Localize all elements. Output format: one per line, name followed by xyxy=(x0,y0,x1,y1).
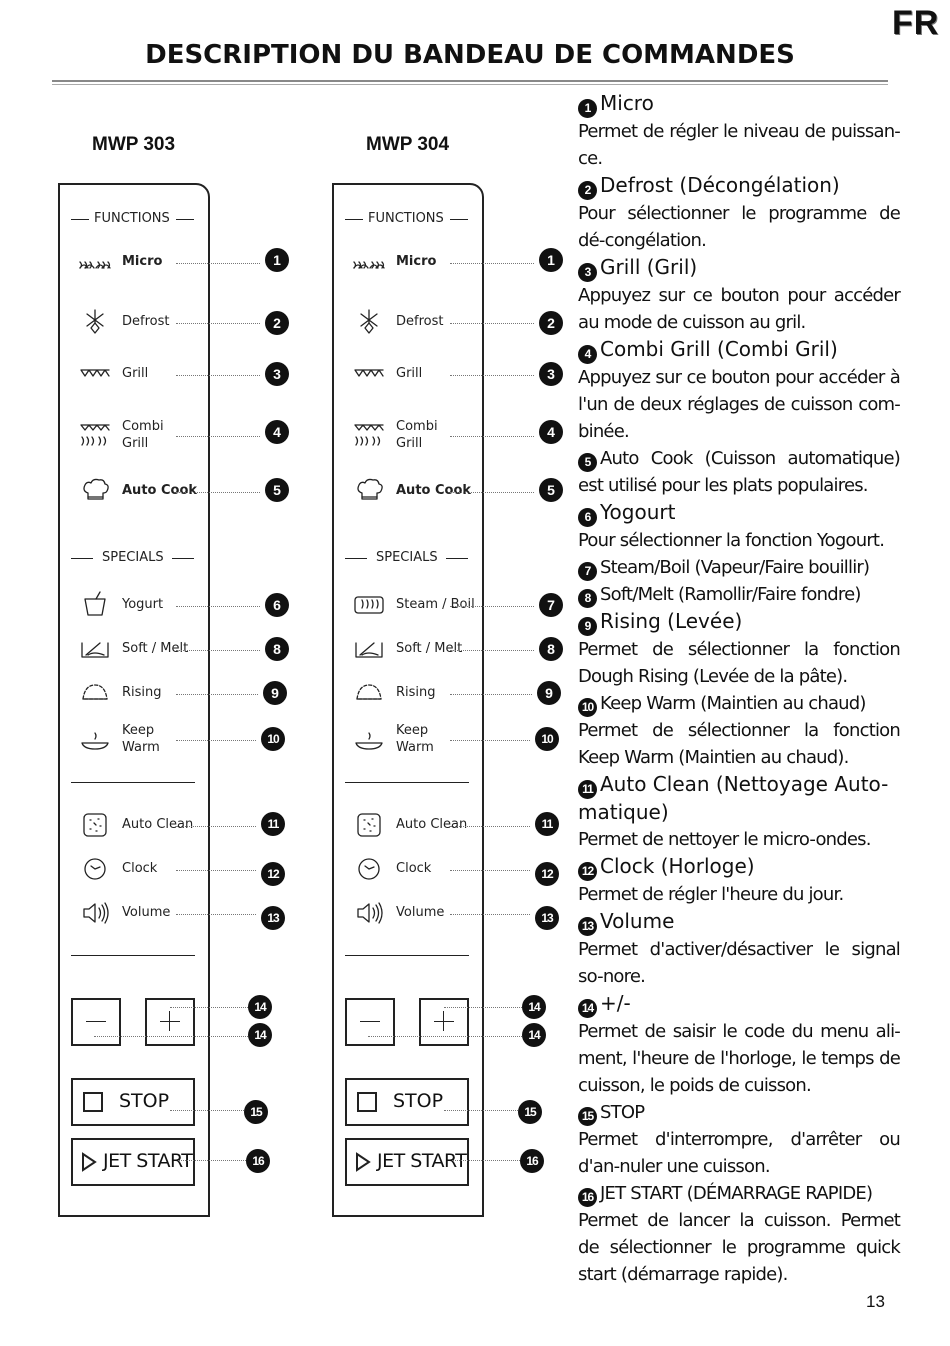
leader-line xyxy=(170,1110,244,1111)
leader-line xyxy=(450,323,534,324)
number-badge: 6 xyxy=(578,508,597,527)
combi-grill-icon xyxy=(352,421,386,447)
description-title: 5 Auto Cook (Cuisson automatique) est utilisé pour les plats populaires. xyxy=(578,448,900,496)
model-label: MWP 304 xyxy=(366,134,450,155)
description-text: Permet de régler le niveau de puissan-ce. xyxy=(578,121,900,169)
number-badge: 14 xyxy=(578,999,597,1018)
leader-line xyxy=(170,1007,248,1008)
description-item xyxy=(578,771,900,853)
jet-start-button[interactable] xyxy=(345,1138,469,1186)
steam-boil-icon xyxy=(352,591,386,617)
number-badge: 10 xyxy=(578,698,597,717)
leader-line xyxy=(178,1160,246,1161)
description-title: 13 Volume xyxy=(578,908,900,936)
callout-badge-10: 10 xyxy=(535,727,559,751)
description-text: Permet d'interrompre, d'arrêter ou d'an-nuler une cuisson. xyxy=(578,1129,900,1177)
function-label: Yogurt xyxy=(122,597,164,612)
leader-line xyxy=(450,914,530,915)
jet-start-button[interactable] xyxy=(71,1138,195,1186)
stop-square-icon xyxy=(357,1092,377,1112)
volume-icon xyxy=(352,899,386,925)
play-icon xyxy=(355,1152,371,1172)
callout-badge-6: 6 xyxy=(265,593,289,617)
description-item xyxy=(578,1180,900,1288)
callout-badge-11: 11 xyxy=(261,812,285,836)
clock-icon xyxy=(352,855,386,881)
description-title: 2 Defrost (Décongélation) xyxy=(578,172,900,200)
description-item xyxy=(578,690,900,771)
function-label: Clock xyxy=(122,861,158,876)
header-rule xyxy=(345,219,363,220)
specials-header: SPECIALS xyxy=(102,550,164,565)
description-text: Permet de lancer la cuisson. Permet de sélectionner le programme quick start (démarrage rapide). xyxy=(578,1210,900,1285)
descriptions-list xyxy=(578,90,900,1288)
function-label: Defrost xyxy=(396,314,444,329)
description-item xyxy=(578,608,900,690)
description-text: Appuyez sur ce bouton pour accéder à l'un de deux réglages de cuisson com-binée. xyxy=(578,367,900,442)
callout-badge-12: 12 xyxy=(261,862,285,886)
number-badge: 3 xyxy=(578,263,597,282)
description-text: Appuyez sur ce bouton pour accéder au mode de cuisson au gril. xyxy=(578,285,900,333)
header-rule xyxy=(172,558,194,559)
number-badge: 12 xyxy=(578,862,597,881)
leader-line xyxy=(176,740,256,741)
description-text: Permet de saisir le code du menu ali-ment, l'heure de l'horloge, le temps de cuisson, le poids de cuisson. xyxy=(578,1021,900,1096)
stop-button[interactable] xyxy=(71,1078,195,1126)
leader-line xyxy=(368,1036,522,1037)
function-label: Clock xyxy=(396,861,432,876)
function-label: Defrost xyxy=(122,314,170,329)
leader-line xyxy=(176,870,256,871)
auto-clean-icon xyxy=(352,811,386,837)
callout-badge-14: 14 xyxy=(522,1023,546,1047)
description-text: Permet de régler l'heure du jour. xyxy=(578,884,844,905)
leader-line xyxy=(176,263,260,264)
number-badge: 11 xyxy=(578,780,597,799)
function-label: Steam / Boil xyxy=(396,597,475,612)
function-label: Keep Warm xyxy=(122,723,160,755)
defrost-icon xyxy=(352,308,386,334)
combi-grill-icon xyxy=(78,421,112,447)
function-label: Auto Clean xyxy=(396,817,468,832)
description-item xyxy=(578,336,900,445)
description-title: 7 Steam/Boil (Vapeur/Faire bouillir) xyxy=(578,554,900,581)
soft-melt-icon xyxy=(352,635,386,661)
description-title: 6 Yogourt xyxy=(578,499,900,527)
plus-icon xyxy=(434,1021,454,1022)
leader-line xyxy=(176,694,258,695)
leader-line xyxy=(444,1110,518,1111)
leader-line xyxy=(176,606,260,607)
language-tab: FR xyxy=(892,4,940,42)
description-title: 3 Grill (Gril) xyxy=(578,254,900,282)
soft-melt-icon xyxy=(78,635,112,661)
function-label: Combi Grill xyxy=(396,419,438,451)
callout-badge-9: 9 xyxy=(537,681,561,705)
plus-button[interactable] xyxy=(145,998,195,1046)
header-rule xyxy=(446,558,468,559)
leader-line xyxy=(450,870,530,871)
number-badge: 5 xyxy=(578,453,597,472)
leader-line xyxy=(450,436,534,437)
chef-hat-icon xyxy=(352,477,386,503)
function-label: Auto Cook xyxy=(122,483,198,498)
leader-line xyxy=(176,826,256,827)
stop-label: STOP xyxy=(119,1090,170,1112)
callout-badge-5: 5 xyxy=(265,478,289,502)
description-item xyxy=(578,172,900,254)
description-title: 11 Auto Clean (Nettoyage Auto-matique) xyxy=(578,772,889,824)
callout-badge-15: 15 xyxy=(518,1100,542,1124)
callout-badge-16: 16 xyxy=(246,1149,270,1173)
title-rule xyxy=(52,80,888,82)
play-icon xyxy=(81,1152,97,1172)
description-title: 1 Micro xyxy=(578,90,900,118)
description-title: 10 Keep Warm (Maintien au chaud) xyxy=(578,690,900,717)
leader-line xyxy=(450,650,534,651)
keep-warm-icon xyxy=(352,725,386,751)
leader-line xyxy=(450,375,534,376)
keep-warm-icon xyxy=(78,725,112,751)
description-title: 9 Rising (Levée) xyxy=(578,608,900,636)
function-label: Micro xyxy=(122,254,163,269)
number-badge: 8 xyxy=(578,589,597,608)
callout-badge-14: 14 xyxy=(522,995,546,1019)
description-item xyxy=(578,90,900,172)
functions-header: FUNCTIONS xyxy=(94,211,170,226)
callout-badge-16: 16 xyxy=(520,1149,544,1173)
leader-line xyxy=(450,826,530,827)
callout-badge-4: 4 xyxy=(539,420,563,444)
leader-line xyxy=(452,1160,520,1161)
description-text: Pour sélectionner la fonction Yogourt. xyxy=(578,530,885,551)
callout-badge-8: 8 xyxy=(539,637,563,661)
description-item xyxy=(578,1099,900,1180)
separator xyxy=(345,782,469,783)
header-rule xyxy=(345,558,367,559)
header-rule xyxy=(176,219,194,220)
jet-start-label: JET START xyxy=(103,1150,193,1172)
minus-icon xyxy=(86,1021,106,1022)
jet-start-label: JET START xyxy=(377,1150,467,1172)
callout-badge-13: 13 xyxy=(535,906,559,930)
number-badge: 7 xyxy=(578,562,597,581)
specials-header: SPECIALS xyxy=(376,550,438,565)
function-label: Rising xyxy=(122,685,162,700)
leader-line xyxy=(176,914,256,915)
number-badge: 1 xyxy=(578,99,597,118)
minus-button[interactable] xyxy=(71,998,121,1046)
description-item xyxy=(578,908,900,990)
number-badge: 13 xyxy=(578,917,597,936)
callout-badge-2: 2 xyxy=(265,311,289,335)
header-rule xyxy=(71,558,93,559)
function-label: Auto Clean xyxy=(122,817,194,832)
leader-line xyxy=(450,606,534,607)
description-item xyxy=(578,990,900,1099)
leader-line xyxy=(176,650,260,651)
function-label: Volume xyxy=(122,905,171,920)
function-label: Micro xyxy=(396,254,437,269)
header-rule xyxy=(450,219,468,220)
function-label: Grill xyxy=(122,366,149,381)
description-title: 12 Clock (Horloge) xyxy=(578,853,900,881)
leader-line xyxy=(176,323,260,324)
description-title: 15 STOP xyxy=(578,1099,900,1126)
function-label: Soft / Melt xyxy=(396,641,463,656)
number-badge: 9 xyxy=(578,617,597,636)
leader-line xyxy=(450,694,532,695)
description-title: 8 Soft/Melt (Ramollir/Faire fondre) xyxy=(578,581,900,608)
number-badge: 2 xyxy=(578,181,597,200)
rising-icon xyxy=(78,679,112,705)
stop-square-icon xyxy=(83,1092,103,1112)
description-text: Pour sélectionner le programme de dé-congélation. xyxy=(578,203,900,251)
stop-button[interactable] xyxy=(345,1078,469,1126)
callout-badge-3: 3 xyxy=(539,362,563,386)
function-label: Auto Cook xyxy=(396,483,472,498)
number-badge: 15 xyxy=(578,1107,597,1126)
leader-line xyxy=(176,492,260,493)
leader-line xyxy=(176,436,260,437)
callout-badge-5: 5 xyxy=(539,478,563,502)
function-label: Keep Warm xyxy=(396,723,434,755)
leader-line xyxy=(450,492,534,493)
description-title: 4 Combi Grill (Combi Gril) xyxy=(578,336,900,364)
callout-badge-7: 7 xyxy=(539,593,563,617)
leader-line xyxy=(450,740,530,741)
header-rule xyxy=(71,219,89,220)
callout-badge-11: 11 xyxy=(535,812,559,836)
callout-badge-13: 13 xyxy=(261,906,285,930)
callout-badge-1: 1 xyxy=(539,248,563,272)
yogurt-icon xyxy=(78,591,112,617)
callout-badge-10: 10 xyxy=(261,727,285,751)
callout-badge-15: 15 xyxy=(244,1100,268,1124)
grill-icon xyxy=(352,360,386,386)
callout-badge-9: 9 xyxy=(263,681,287,705)
leader-line xyxy=(94,1036,248,1037)
micro-icon xyxy=(78,248,112,274)
callout-badge-4: 4 xyxy=(265,420,289,444)
title-rule-thin xyxy=(52,84,888,85)
function-label: Grill xyxy=(396,366,423,381)
description-text: Permet de nettoyer le micro-ondes. xyxy=(578,829,871,850)
description-item xyxy=(578,554,900,581)
rising-icon xyxy=(352,679,386,705)
number-badge: 16 xyxy=(578,1188,597,1207)
functions-header: FUNCTIONS xyxy=(368,211,444,226)
defrost-icon xyxy=(78,308,112,334)
callout-badge-8: 8 xyxy=(265,637,289,661)
description-item xyxy=(578,445,900,499)
number-badge: 4 xyxy=(578,345,597,364)
callout-badge-14: 14 xyxy=(248,995,272,1019)
separator xyxy=(345,955,469,956)
chef-hat-icon xyxy=(78,477,112,503)
leader-line xyxy=(450,263,534,264)
description-item xyxy=(578,254,900,336)
micro-icon xyxy=(352,248,386,274)
minus-button[interactable] xyxy=(345,998,395,1046)
separator xyxy=(71,955,195,956)
auto-clean-icon xyxy=(78,811,112,837)
function-label: Soft / Melt xyxy=(122,641,189,656)
callout-badge-14: 14 xyxy=(248,1023,272,1047)
separator xyxy=(71,782,195,783)
plus-icon xyxy=(160,1021,180,1022)
minus-icon xyxy=(360,1021,380,1022)
callout-badge-2: 2 xyxy=(539,311,563,335)
page-number: 13 xyxy=(866,1292,885,1311)
description-item xyxy=(578,853,900,908)
description-text: Permet de sélectionner la fonction Dough Rising (Levée de la pâte). xyxy=(578,639,900,687)
function-label: Volume xyxy=(396,905,445,920)
callout-badge-1: 1 xyxy=(265,248,289,272)
description-item xyxy=(578,581,900,608)
callout-badge-12: 12 xyxy=(535,862,559,886)
stop-label: STOP xyxy=(393,1090,444,1112)
plus-button[interactable] xyxy=(419,998,469,1046)
callout-badge-3: 3 xyxy=(265,362,289,386)
clock-icon xyxy=(78,855,112,881)
leader-line xyxy=(176,375,260,376)
page-title: DESCRIPTION DU BANDEAU DE COMMANDES xyxy=(145,40,795,70)
description-text: Permet d'activer/désactiver le signal so-nore. xyxy=(578,939,900,987)
volume-icon xyxy=(78,899,112,925)
description-title: 16 JET START (DÉMARRAGE RAPIDE) xyxy=(578,1180,900,1207)
description-title: 14 +/- xyxy=(578,990,900,1018)
function-label: Combi Grill xyxy=(122,419,164,451)
model-label: MWP 303 xyxy=(92,134,176,155)
function-label: Rising xyxy=(396,685,436,700)
grill-icon xyxy=(78,360,112,386)
description-item xyxy=(578,499,900,554)
description-text: Permet de sélectionner la fonction Keep Warm (Maintien au chaud). xyxy=(578,720,900,768)
leader-line xyxy=(444,1007,522,1008)
